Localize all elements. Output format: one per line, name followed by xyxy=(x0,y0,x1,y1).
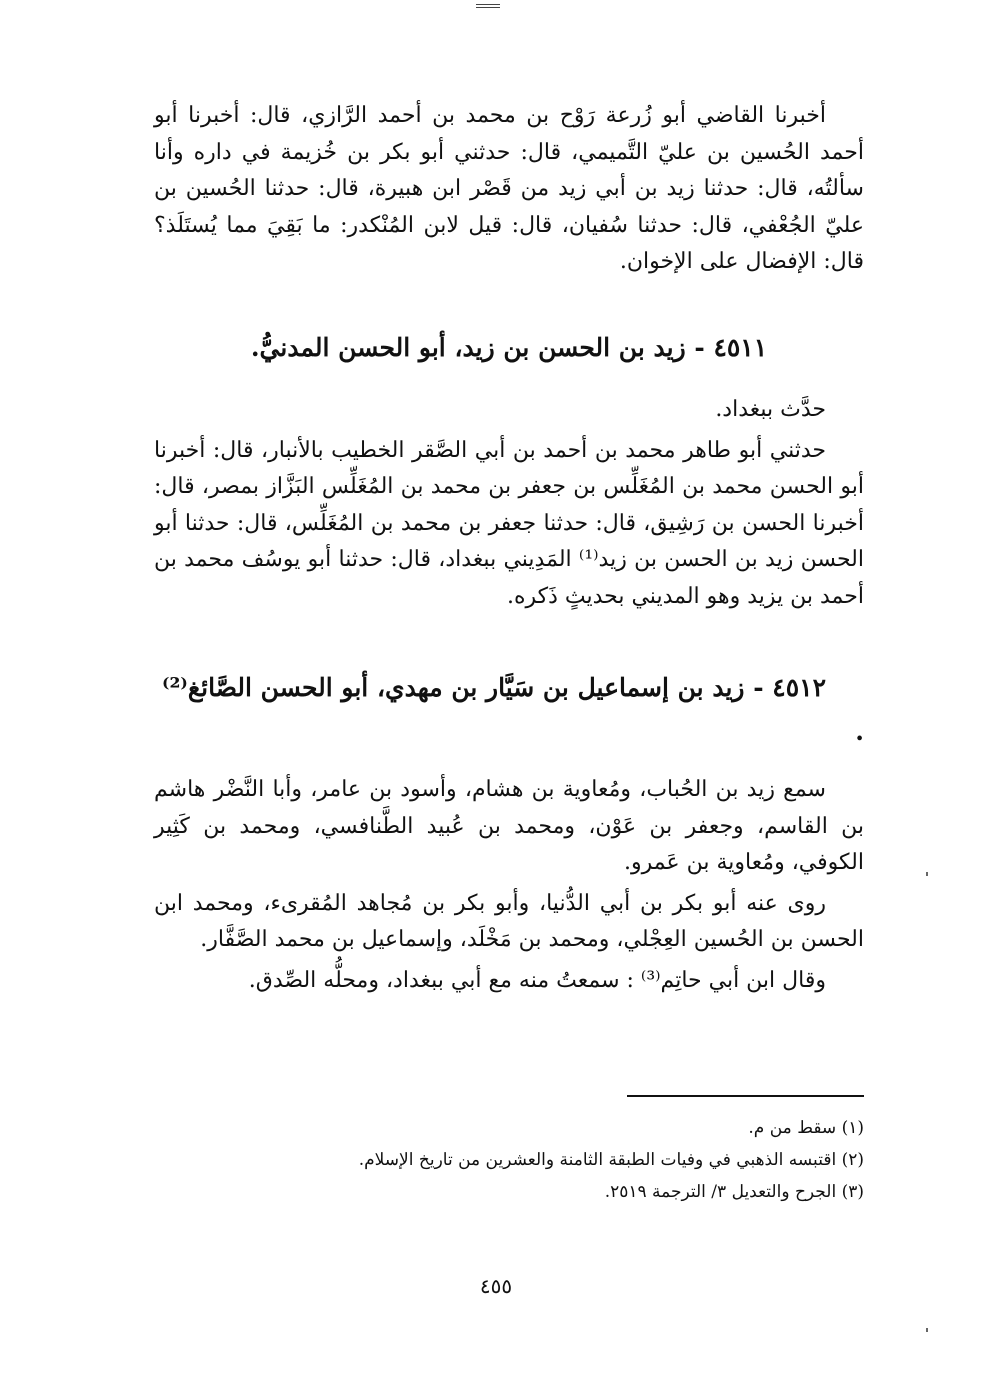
body-paragraph: وقال ابن أبي حاتِم⁽³⁾ : سمعتُ منه مع أبي ببغداد، ومحلُّه الصِّدق. xyxy=(248,967,826,993)
footnote: (١) سقط من م. xyxy=(748,1118,864,1138)
top-edge-mark xyxy=(476,4,500,8)
opening-paragraph-block xyxy=(154,98,864,281)
body-paragraph: أخبرنا القاضي أبو زُرعة رَوْح بن محمد بن أحمد الرَّازي، قال: أخبرنا أبو أحمد الحُسين بن عليّ التَّميمي، قال: حدثني أبو بكر بن خُزيمة في داره وأنا سألتُه، قال: حدثنا زيد بن أبي زيد من قَصْر ابن هبيرة، قال: حدثنا الحُسين بن عليّ الجُعْفي، قال: حدثنا سُفيان، قال: قيل لابن المُنْكدر: ما بَقِيَ مما يُستَلَذ؟ قال: الإفضال على الإخوان. xyxy=(154,103,864,274)
footnotes xyxy=(154,1112,864,1208)
body-paragraph: سمع زيد بن الحُباب، ومُعاوية بن هشام، وأسود بن عامر، وأبا النَّضْر هاشم بن القاسم، وجعفر بن عَوْن، ومحمد بن عُبيد الطَّنافسي، ومحمد بن كَثِير الكوفي، ومُعاوية بن عَمرو. xyxy=(154,777,864,875)
body-paragraph: روى عنه أبو بكر بن أبي الدُّنيا، وأبو بكر بن مُجاهد المُقرىء، ومحمد ابن الحسن بن الحُسين العِجْلي، ومحمد بن مَخْلَد، وإسماعيل بن محمد الصَّفَّار. xyxy=(154,890,864,952)
body-paragraph: حدَّث ببغداد. xyxy=(715,397,826,422)
margin-mark xyxy=(926,1328,928,1332)
body-paragraph: حدثني أبو طاهر محمد بن أحمد بن أبي الصَّقر الخطيب بالأنبار، قال: أخبرنا أبو الحسن محمد بن المُغَلِّس بن جعفر بن محمد بن المُغَلِّس البَزَّاز بمصر، قال: أخبرنا الحسن بن رَشِيق، قال: حدثنا جعفر بن محمد بن المُغَلِّس، قال: حدثنا أبو الحسن زيد بن الحسن بن زيد⁽¹⁾ المَدِيني ببغداد، قال: حدثنا أبو يوسُف محمد بن أحمد بن يزيد وهو المديني بحديثٍ ذَكره. xyxy=(154,437,864,609)
footnote-separator xyxy=(627,1095,864,1097)
entry-heading-4512: ٤٥١٢ - زيد بن إسماعيل بن سَيَّار بن مهدي، أبو الحسن الصَّائغ⁽²⁾ . xyxy=(162,673,864,746)
margin-mark xyxy=(926,872,928,876)
entry-heading-4511: ٤٥١١ - زيد بن الحسن بن زيد، أبو الحسن المدنيُّ. xyxy=(250,333,768,362)
entry-4511-body xyxy=(154,392,864,615)
footnote: (٣) الجرح والتعديل ٣/ الترجمة ٢٥١٩. xyxy=(604,1182,864,1202)
entry-4512-body xyxy=(154,772,864,999)
page-number: ٤٥٥ xyxy=(479,1274,513,1298)
footnote: (٢) اقتبسه الذهبي في وفيات الطبقة الثامنة والعشرين من تاريخ الإسلام. xyxy=(358,1150,864,1170)
